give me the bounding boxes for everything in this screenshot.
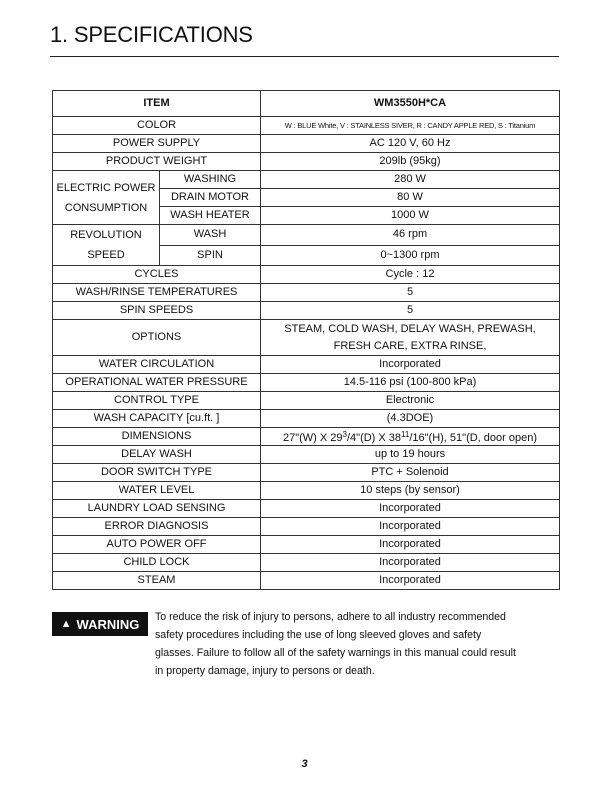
row-value: (4.3DOE) xyxy=(261,410,560,428)
table-row xyxy=(53,482,560,500)
row-label: PRODUCT WEIGHT xyxy=(53,153,261,171)
row-value: Incorporated xyxy=(261,518,560,536)
row-value-dimensions xyxy=(261,428,560,446)
options-line: STEAM, COLD WASH, DELAY WASH, PREWASH, xyxy=(284,322,536,335)
dimensions-part: /4"(D) X 38 xyxy=(346,432,402,444)
warning-text-line: in property damage, injury to persons or death. xyxy=(155,665,375,677)
table-row xyxy=(53,284,560,302)
row-label: ERROR DIAGNOSIS xyxy=(53,518,261,536)
row-label: COLOR xyxy=(53,117,261,135)
row-value: W : BLUE White, V : STAINLESS SIVER, R : CANDY APPLE RED, S : Titanium xyxy=(261,117,560,135)
table-row xyxy=(53,500,560,518)
table-row xyxy=(53,117,560,135)
sub-label: WASH HEATER xyxy=(160,207,261,225)
group-label-revolution-speed xyxy=(53,225,160,266)
table-row xyxy=(53,356,560,374)
row-label: POWER SUPPLY xyxy=(53,135,261,153)
sub-label: WASHING xyxy=(160,171,261,189)
group-label-line: SPEED xyxy=(87,249,125,261)
group-label-electric-power xyxy=(53,171,160,225)
dimensions-fraction-numerator: 11 xyxy=(401,430,410,439)
table-row xyxy=(53,135,560,153)
row-label: STEAM xyxy=(53,572,261,590)
row-value: PTC + Solenoid xyxy=(261,464,560,482)
table-row xyxy=(53,464,560,482)
table-row xyxy=(53,446,560,464)
table-row xyxy=(53,266,560,284)
dimensions-part: /16"(H), 51"(D, door open) xyxy=(409,432,537,444)
warning-text-line: glasses. Failure to follow all of the safety warnings in this manual could result xyxy=(155,647,516,659)
page-number: 3 xyxy=(301,758,308,770)
sub-label: WASH xyxy=(160,225,261,246)
group-label-line: CONSUMPTION xyxy=(64,201,148,214)
row-value: Incorporated xyxy=(261,536,560,554)
table-row xyxy=(53,518,560,536)
row-value: Electronic xyxy=(261,392,560,410)
table-row xyxy=(53,320,560,356)
row-value: 5 xyxy=(261,302,560,320)
table-row xyxy=(53,410,560,428)
title-divider xyxy=(50,56,559,57)
row-value: 280 W xyxy=(261,171,560,189)
row-label: LAUNDRY LOAD SENSING xyxy=(53,500,261,518)
row-value: 1000 W xyxy=(261,207,560,225)
group-label-line: ELECTRIC POWER xyxy=(56,181,156,194)
row-value: 0~1300 rpm xyxy=(261,245,560,266)
row-label: WATER CIRCULATION xyxy=(53,356,261,374)
dimensions-fraction-numerator: 3 xyxy=(342,430,347,439)
page-title: 1. SPECIFICATIONS xyxy=(50,22,253,47)
row-value: Cycle : 12 xyxy=(261,266,560,284)
table-row xyxy=(53,374,560,392)
warning-text xyxy=(155,608,555,680)
warning-triangle-icon: ▲ xyxy=(60,618,72,630)
row-value: 209lb (95kg) xyxy=(261,153,560,171)
warning-badge-label: WARNING xyxy=(76,616,140,632)
row-value-options xyxy=(261,320,560,356)
specifications-table xyxy=(52,90,560,590)
dimensions-part: 27"(W) X 29 xyxy=(282,432,343,444)
table-row xyxy=(53,428,560,446)
row-label: OPTIONS xyxy=(53,320,261,356)
row-value: AC 120 V, 60 Hz xyxy=(261,135,560,153)
row-value: Incorporated xyxy=(261,572,560,590)
row-value: 5 xyxy=(261,284,560,302)
options-line: FRESH CARE, EXTRA RINSE, xyxy=(333,339,487,352)
header-item: ITEM xyxy=(53,91,261,117)
row-label: DELAY WASH xyxy=(53,446,261,464)
sub-label: SPIN xyxy=(160,245,261,266)
table-row xyxy=(53,392,560,410)
row-label: AUTO POWER OFF xyxy=(53,536,261,554)
row-label: DIMENSIONS xyxy=(53,428,261,446)
table-header-row xyxy=(53,91,560,117)
table-row xyxy=(53,572,560,590)
warning-text-line: To reduce the risk of injury to persons, adhere to all industry recommended xyxy=(155,611,506,623)
table-row xyxy=(53,302,560,320)
group-label-line: REVOLUTION xyxy=(70,229,142,241)
row-label: SPIN SPEEDS xyxy=(53,302,261,320)
table-row xyxy=(53,554,560,572)
row-label: WASH/RINSE TEMPERATURES xyxy=(53,284,261,302)
row-label: CONTROL TYPE xyxy=(53,392,261,410)
row-value: up to 19 hours xyxy=(261,446,560,464)
row-value: Incorporated xyxy=(261,554,560,572)
row-value: 14.5-116 psi (100-800 kPa) xyxy=(261,374,560,392)
row-label: CYCLES xyxy=(53,266,261,284)
row-label: DOOR SWITCH TYPE xyxy=(53,464,261,482)
row-value: Incorporated xyxy=(261,500,560,518)
header-model: WM3550H*CA xyxy=(261,91,560,117)
table-row xyxy=(53,153,560,171)
warning-badge xyxy=(52,612,148,636)
sub-label: DRAIN MOTOR xyxy=(160,189,261,207)
table-row xyxy=(53,536,560,554)
row-label: WASH CAPACITY [cu.ft. ] xyxy=(53,410,261,428)
row-label: OPERATIONAL WATER PRESSURE xyxy=(53,374,261,392)
row-value: Incorporated xyxy=(261,356,560,374)
row-value: 46 rpm xyxy=(261,225,560,246)
row-value: 80 W xyxy=(261,189,560,207)
row-label: WATER LEVEL xyxy=(53,482,261,500)
row-value: 10 steps (by sensor) xyxy=(261,482,560,500)
row-label: CHILD LOCK xyxy=(53,554,261,572)
warning-text-line: safety procedures including the use of long sleeved gloves and safety xyxy=(155,629,482,641)
table-row xyxy=(53,171,560,189)
table-row xyxy=(53,225,560,246)
